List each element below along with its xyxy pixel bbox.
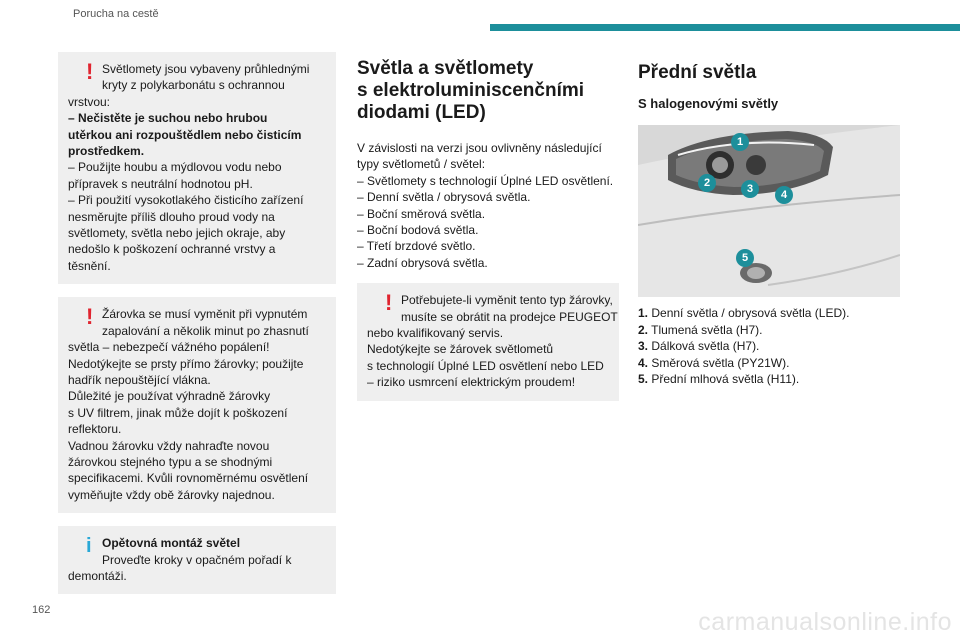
section-title-front-lights: Přední světla xyxy=(638,62,757,83)
note-text: utěrkou ani rozpouštědlem nebo čisticím xyxy=(68,127,302,142)
note-text: musíte se obrátit na prodejce PEUGEOT xyxy=(401,309,618,324)
note-text: prostředkem. xyxy=(68,144,145,159)
callout-2: 2 xyxy=(698,174,716,192)
note-text: s UV filtrem, jinak může dojít k poškození xyxy=(68,405,288,420)
warning-box-polycarbonate xyxy=(58,52,336,284)
running-header: Porucha na cestě xyxy=(73,8,159,20)
legend-text: Přední mlhová světla (H11). xyxy=(651,372,800,387)
legend-text: Dálková světla (H7). xyxy=(651,339,760,354)
list-item: – Boční směrová světla. xyxy=(357,206,486,221)
legend-list xyxy=(638,305,900,387)
note-text: specifikacemi. Kvůli rovnoměrnému osvětlení xyxy=(68,471,309,486)
note-text: – Při použití vysokotlakého čisticího zařízení xyxy=(68,193,304,208)
warning-box-bulb-replacement xyxy=(58,297,336,513)
intro-text: typy světlometů / světel: xyxy=(357,157,486,172)
note-text: těsnění. xyxy=(68,258,111,273)
note-text: Potřebujete-li vyměnit tento typ žárovky, xyxy=(401,293,613,308)
list-item: – Boční bodová světla. xyxy=(357,223,479,238)
legend-item xyxy=(638,371,900,387)
legend-item xyxy=(638,338,900,354)
note-text: nebo kvalifikovaný servis. xyxy=(367,326,504,341)
title-line: s elektroluminiscenčními xyxy=(357,80,585,101)
callout-4: 4 xyxy=(775,186,793,204)
legend-number: 1. xyxy=(638,306,649,321)
watermark: carmanualsonline.info xyxy=(698,608,952,636)
list-item: – Zadní obrysová světla. xyxy=(357,255,488,270)
list-item: – Světlomety s technologií Úplné LED osvětlení. xyxy=(357,173,614,188)
note-text: hadřík nepouštějící vlákna. xyxy=(68,372,211,387)
info-box-reassembly xyxy=(58,526,336,594)
warning-icon: ! xyxy=(385,290,393,316)
note-text: vrstvou: xyxy=(68,94,111,109)
info-icon: i xyxy=(86,535,92,558)
legend-item xyxy=(638,305,900,321)
warning-icon: ! xyxy=(86,304,94,330)
note-text: – Použijte houbu a mýdlovou vodu nebo xyxy=(68,160,282,175)
note-text: světla – nebezpečí vážného popálení! xyxy=(68,340,270,355)
subsection-title-halogen: S halogenovými světly xyxy=(638,96,779,111)
note-text: Světlomety jsou vybaveny průhlednými xyxy=(102,62,310,76)
callout-3: 3 xyxy=(741,180,759,198)
title-line: Světla a světlomety xyxy=(357,58,534,79)
note-text: světlomety, světla nebo jejich okraje, aby xyxy=(68,226,286,241)
note-text: žárovkou stejného typu a se shodnými xyxy=(68,454,273,469)
warning-box-led xyxy=(357,283,619,400)
legend-number: 2. xyxy=(638,322,649,337)
list-item: – Třetí brzdové světlo. xyxy=(357,239,476,254)
note-text: Opětovná montáž světel xyxy=(102,536,241,551)
legend-text: Tlumená světla (H7). xyxy=(651,322,763,337)
note-text: Proveďte kroky v opačném pořadí k xyxy=(102,552,292,567)
note-text: – riziko usmrcení elektrickým proudem! xyxy=(367,375,576,390)
intro-text: V závislosti na verzi jsou ovlivněny následující xyxy=(357,141,602,155)
title-line: diodami (LED) xyxy=(357,102,486,123)
note-text: s technologií Úplné LED osvětlení nebo LED xyxy=(367,358,604,373)
headlamp-drawing xyxy=(638,125,900,297)
note-text: demontáži. xyxy=(68,568,127,583)
legend-item xyxy=(638,355,900,371)
note-text: vyměňujte vždy obě žárovky najednou. xyxy=(68,487,275,502)
headlamp-illustration xyxy=(638,125,900,297)
note-text: Důležité je používat výhradně žárovky xyxy=(68,389,271,404)
note-text: kryty z polykarbonátu s ochrannou xyxy=(102,78,285,93)
note-text: nedošlo k poškození ochranné vrstvy a xyxy=(68,242,276,257)
list-item: – Denní světla / obrysová světla. xyxy=(357,190,531,205)
intro-paragraph xyxy=(357,140,619,271)
warning-icon: ! xyxy=(86,59,94,84)
column-middle xyxy=(357,52,619,414)
legend-item xyxy=(638,322,900,338)
legend-text: Směrová světla (PY21W). xyxy=(651,355,790,370)
note-text: Nedotýkejte se žárovek světlometů xyxy=(367,342,554,357)
note-text: – Nečistěte je suchou nebo hrubou xyxy=(68,111,268,126)
legend-number: 4. xyxy=(638,355,649,370)
note-text: nesměrujte příliš dlouho proud vody na xyxy=(68,209,275,224)
note-text: Nedotýkejte se prsty přímo žárovky; použijte xyxy=(68,356,304,371)
column-right xyxy=(638,52,900,387)
callout-5: 5 xyxy=(736,249,754,267)
legend-number: 3. xyxy=(638,339,649,354)
header-accent-bar xyxy=(490,24,960,31)
note-text: Žárovka se musí vyměnit při vypnutém xyxy=(102,307,308,322)
note-text: zapalování a několik minut po zhasnutí xyxy=(102,323,309,338)
callout-1: 1 xyxy=(731,133,749,151)
note-text: přípravek s neutrální hodnotou pH. xyxy=(68,176,253,191)
note-text: Vadnou žárovku vždy nahraďte novou xyxy=(68,438,270,453)
legend-text: Denní světla / obrysová světla (LED). xyxy=(651,306,850,321)
column-left xyxy=(58,52,336,607)
note-text: reflektoru. xyxy=(68,422,122,437)
page-number: 162 xyxy=(32,604,51,616)
legend-number: 5. xyxy=(638,372,649,387)
section-title-led xyxy=(357,58,619,124)
